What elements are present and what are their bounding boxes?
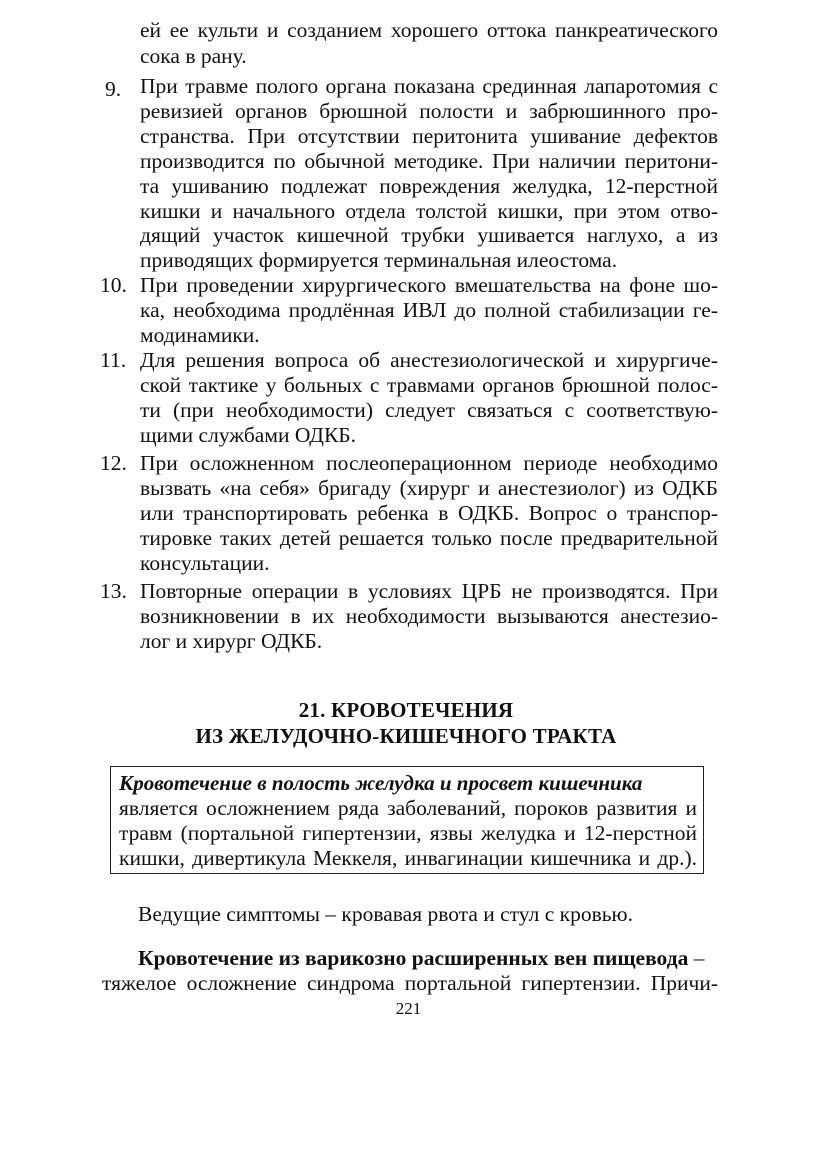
list-item-line: странства. При отсутствии перитонита ушивание дефектов xyxy=(140,123,718,148)
list-item-number: 12. xyxy=(100,451,127,475)
list-item-line: ка, необходима продлённая ИВЛ до полной стабилизации ге- xyxy=(140,297,718,322)
list-item-number: 9. xyxy=(105,77,122,101)
definition-term: Кровотечение в полость желудка и просвет кишечника xyxy=(119,771,643,795)
list-item-line: возникновении в их необходимости вызываются анестезио- xyxy=(140,603,718,628)
list-item-line: приводящих формируется терминальная илеостома. xyxy=(140,248,618,273)
list-item-line: та ушиванию подлежат повреждения желудка, 12-перстной xyxy=(140,173,718,198)
definition-line: травм (портальной гипертензии, язвы желудка и 12-перстной xyxy=(119,821,697,845)
list-item-line: вызвать «на себя» бригаду (хирург и анестезиолог) из ОДКБ xyxy=(140,475,718,500)
list-item-line: консультации. xyxy=(140,550,270,575)
list-item-line: Для решения вопроса об анестезиологической и хирургиче- xyxy=(140,348,718,372)
list-item-line: щими службами ОДКБ. xyxy=(140,422,357,447)
varicose-term: Кровотечение из варикозно расширенных вен пищевода xyxy=(138,946,689,970)
list-item-line: При осложненном послеоперационном периоде необходимо xyxy=(140,451,718,475)
page-number: 221 xyxy=(395,999,422,1018)
list-item-line: Повторные операции в условиях ЦРБ не производятся. При xyxy=(140,579,718,603)
list-item-line: кишки и начального отдела толстой кишки, при этом отво- xyxy=(140,198,718,223)
list-item-line: тировке таких детей решается только после предварительной xyxy=(140,525,718,550)
list-item-line: дящий участок кишечной трубки ушивается наглухо, а из xyxy=(140,223,718,248)
text-line: ей ее культи и созданием хорошего оттока панкреатического xyxy=(140,18,718,42)
list-item-line: производится по обычной методике. При наличии перитони- xyxy=(140,148,718,173)
definition-line: является осложнением ряда заболеваний, пороков развития и xyxy=(119,796,697,820)
varicose-line-2: тяжелое осложнение синдрома портальной гипертензии. Причи- xyxy=(102,971,718,995)
list-item-number: 11. xyxy=(100,348,127,372)
list-item-line: ти (при необходимости) следует связаться с соответствую- xyxy=(140,397,718,422)
list-item-line: ревизией органов брюшной полости и забрюшинного про- xyxy=(140,98,718,123)
leading-symptoms: Ведущие симптомы – кровавая рвота и стул с кровью. xyxy=(138,902,633,926)
section-title: 21. КРОВОТЕЧЕНИЯ xyxy=(298,698,514,722)
list-item-line: лог и хирург ОДКБ. xyxy=(140,628,323,653)
text-line: сока в рану. xyxy=(140,44,247,68)
list-item-line: ской тактике у больных с травмами органов брюшной полос- xyxy=(140,372,718,397)
list-item-line: модинамики. xyxy=(140,322,260,347)
list-item-line: При травме полого органа показана срединная лапаротомия с xyxy=(140,74,718,98)
section-subtitle: ИЗ ЖЕЛУДОЧНО-КИШЕЧНОГО ТРАКТА xyxy=(195,724,617,748)
varicose-dash: – xyxy=(688,946,705,970)
definition-line: кишки, дивертикула Меккеля, инвагинации кишечника и др.). xyxy=(119,846,697,870)
list-item-number: 10. xyxy=(100,273,127,297)
list-item-line: или транспортировать ребенка в ОДКБ. Вопрос о транспор- xyxy=(140,500,718,525)
varicose-line-1 xyxy=(138,946,718,971)
list-item-number: 13. xyxy=(100,579,127,603)
definition-box xyxy=(110,766,704,874)
list-item-line: При проведении хирургического вмешательства на фоне шо- xyxy=(140,273,718,297)
